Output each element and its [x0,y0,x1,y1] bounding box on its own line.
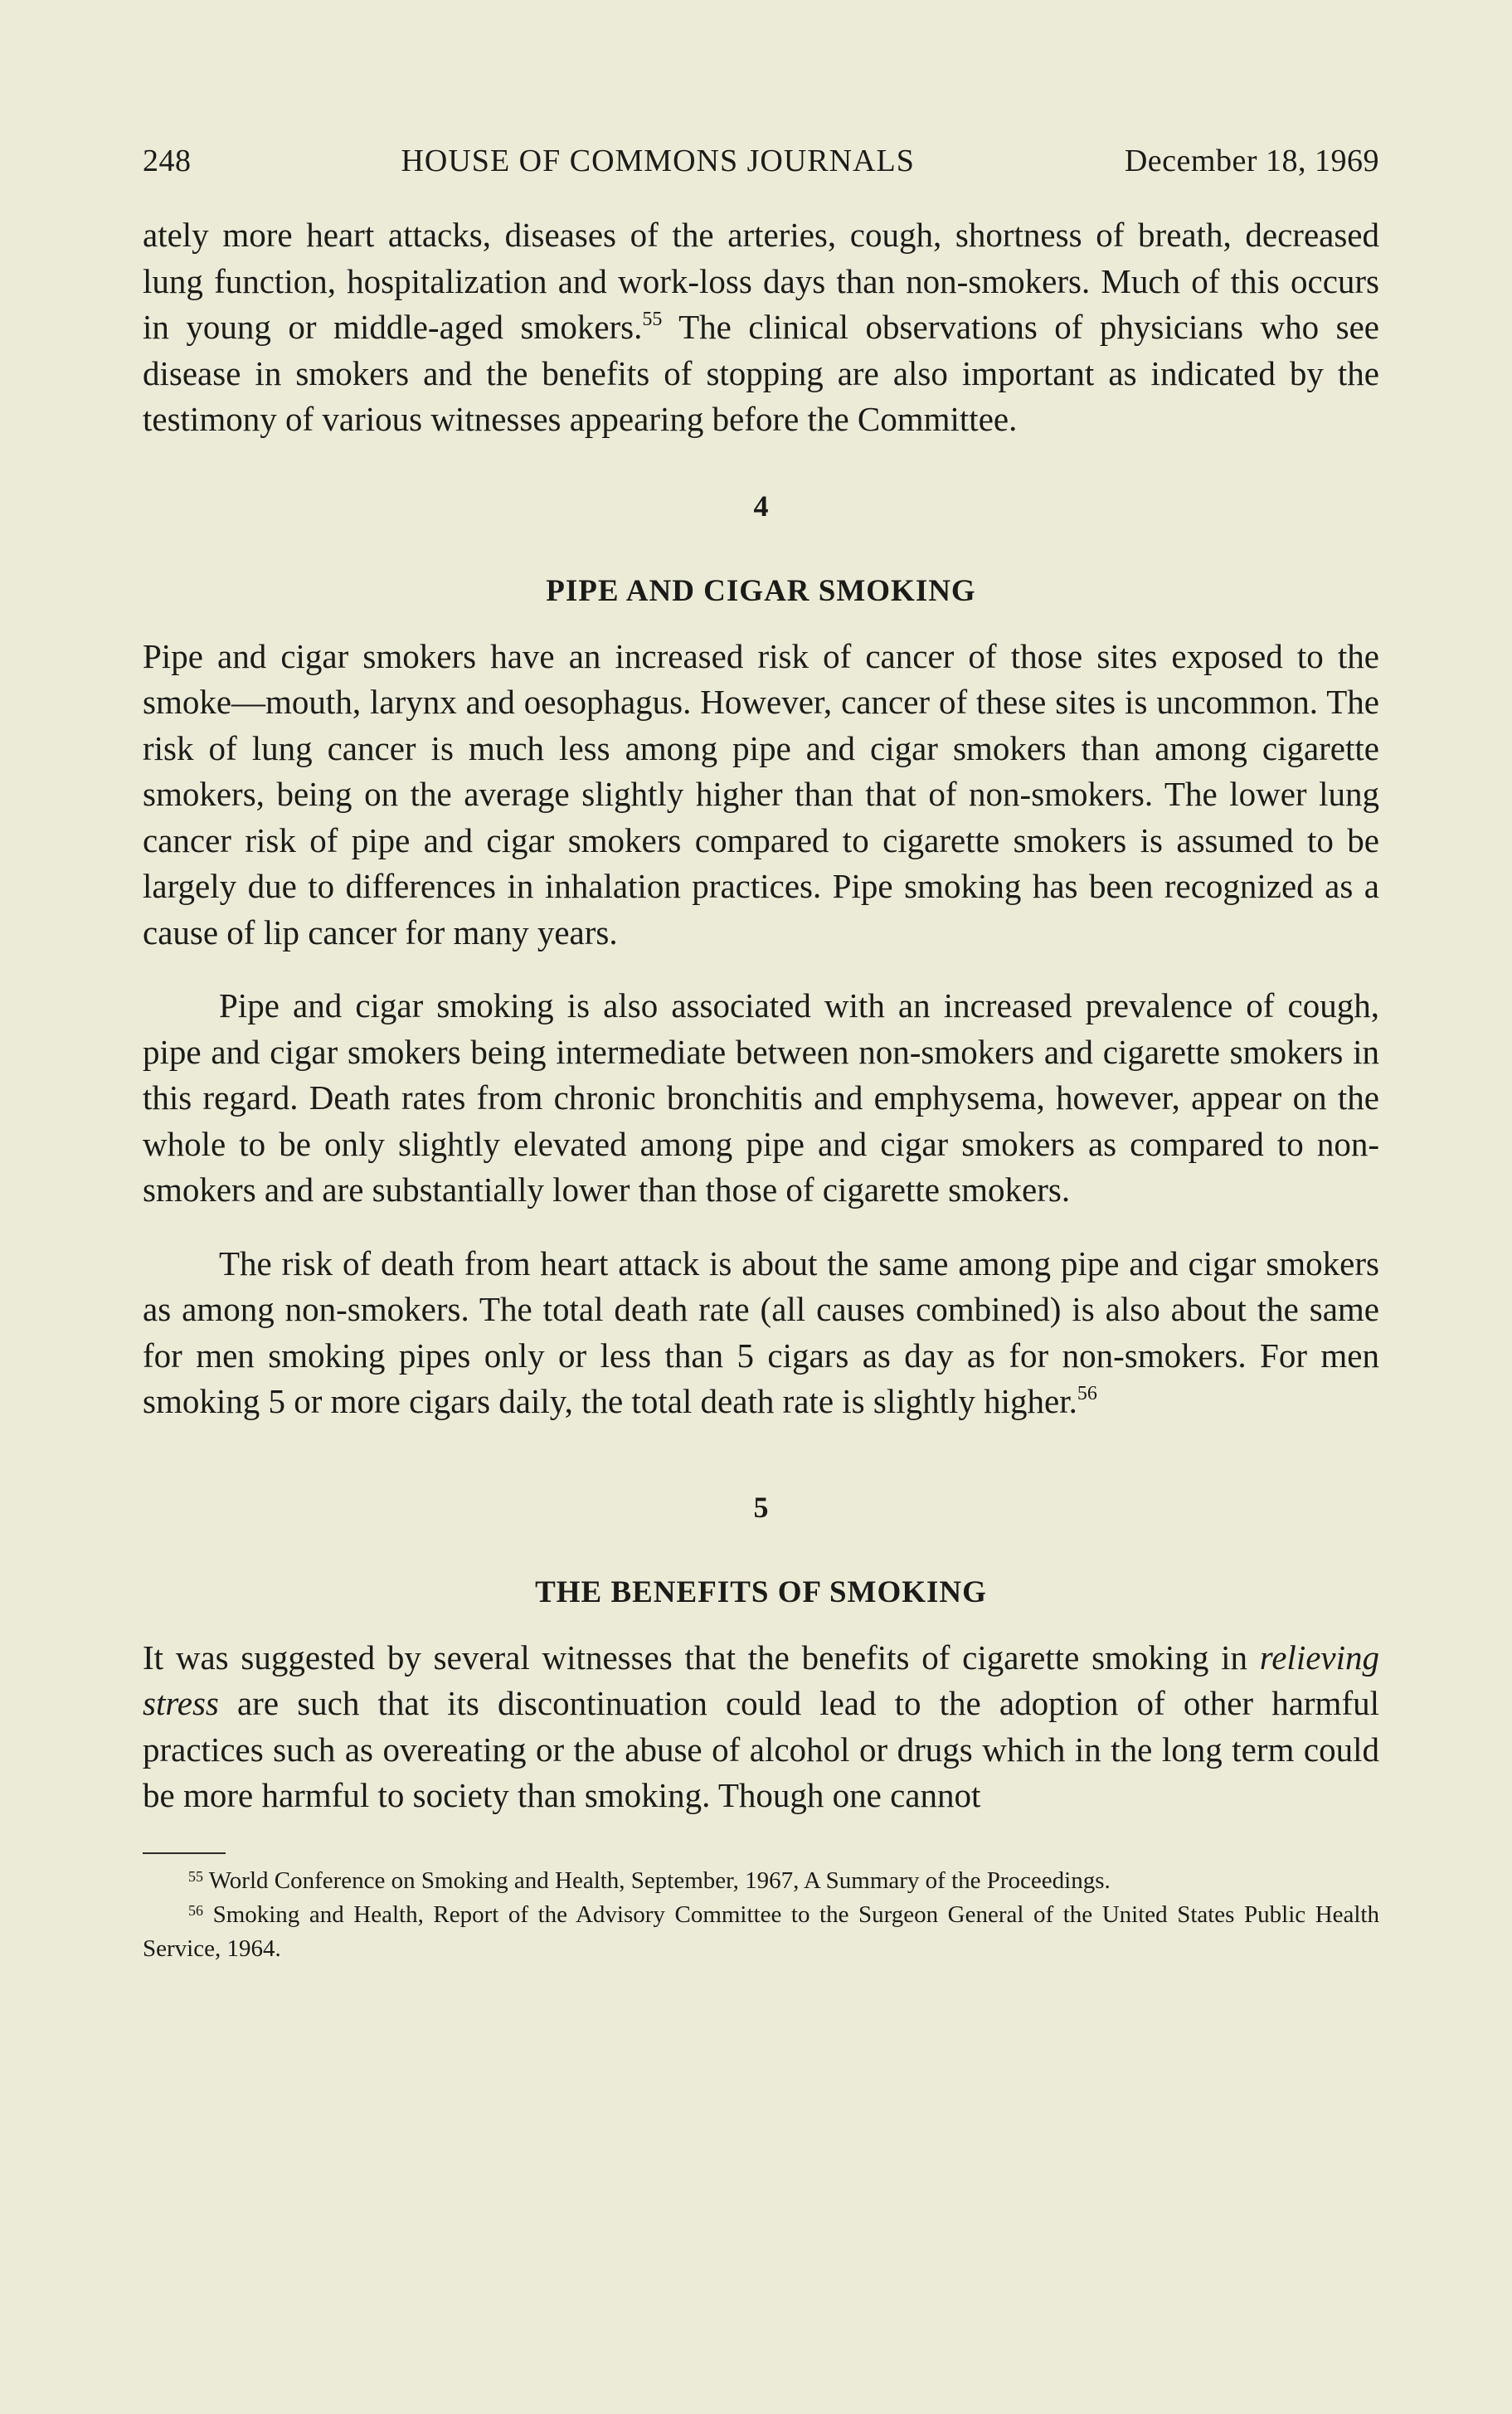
section-5-text-start: It was suggested by several witnesses that the benefits of cigarette smoking in [143,1638,1260,1677]
footnote-55-text: World Conference on Smoking and Health, September, 1967, A Summary of the Proceedings. [208,1866,1111,1894]
intro-text-b: The clinical observations of physicians who see disease in smokers and the benefits of stopping are also important as indicated by the testimony of various witnesses appearing before the Committee. [143,308,1379,438]
page-number: 248 [143,144,192,178]
header-date: December 18, 1969 [1124,144,1379,178]
section-4-number: 4 [753,489,769,523]
section-4-paragraph-3-text: The risk of death from heart attack is about the same among pipe and cigar smokers as among non-smokers. The total death rate (all causes combined) is also about the same for men smoking pipes only or less than 5 cigars as day as for non-smokers. For men smoking 5 or more cigars daily, the total death rate is slightly higher. [143,1244,1379,1420]
running-header [143,143,1379,179]
section-4-paragraph-2: Pipe and cigar smoking is also associated with an increased prevalence of cough, pipe and cigar smokers being intermediate between non-smokers and cigarette smokers in this regard. Death rates from chronic bronchitis and emphysema, however, appear on the whole to be only slightly elevated among pipe and cigar smokers as compared to non-smokers and are substantially lower than those of cigarette smokers. [143,986,1379,1209]
section-5-italic-phrase: relieving stress [143,1638,1379,1722]
footnote-ref-55: 55 [642,309,663,330]
footnote-56-text: Smoking and Health, Report of the Advisory Committee to the Surgeon General of the United States Public Health Service, 1964. [143,1901,1379,1962]
footnote-ref-56: 56 [1077,1383,1097,1404]
journal-title: HOUSE OF COMMONS JOURNALS [401,144,915,178]
intro-paragraph [143,212,1379,443]
footnote-56-mark: 56 [188,1901,203,1919]
section-5-number: 5 [753,1490,769,1524]
section-5-title: THE BENEFITS OF SMOKING [535,1574,987,1609]
footnote-55 [143,1864,1379,1898]
footnote-56 [143,1898,1379,1966]
section-5-paragraph-1 [143,1635,1379,1819]
intro-text-a: ately more heart attacks, diseases of the arteries, cough, shortness of breath, decreased lung function, hospitalization and work-loss days than non-smokers. Much of this occurs in young or middle-aged smokers. [143,216,1379,346]
section-4-paragraph-1: Pipe and cigar smokers have an increased risk of cancer of those sites exposed to the smoke—mouth, larynx and oesophagus. However, cancer of these sites is uncommon. The risk of lung cancer is much less among pipe and cigar smokers than among cigarette smokers, being on the average slightly higher than that of non-smokers. The lower lung cancer risk of pipe and cigar smokers compared to cigarette smokers is assumed to be largely due to differences in inhalation practices. Pipe smoking has been recognized as a cause of lip cancer for many years. [143,636,1379,951]
footnote-55-mark: 55 [188,1867,203,1885]
section-4-paragraph-3 [143,1241,1379,1425]
section-5-text-end: are such that its discontinuation could lead to the adoption of other harmful practices such as overeating or the abuse of alcohol or drugs which in the long term could be more harmful to society than smoking. Though one cannot [143,1684,1379,1814]
footnote-divider [143,1852,226,1854]
section-4-title: PIPE AND CIGAR SMOKING [546,573,976,608]
